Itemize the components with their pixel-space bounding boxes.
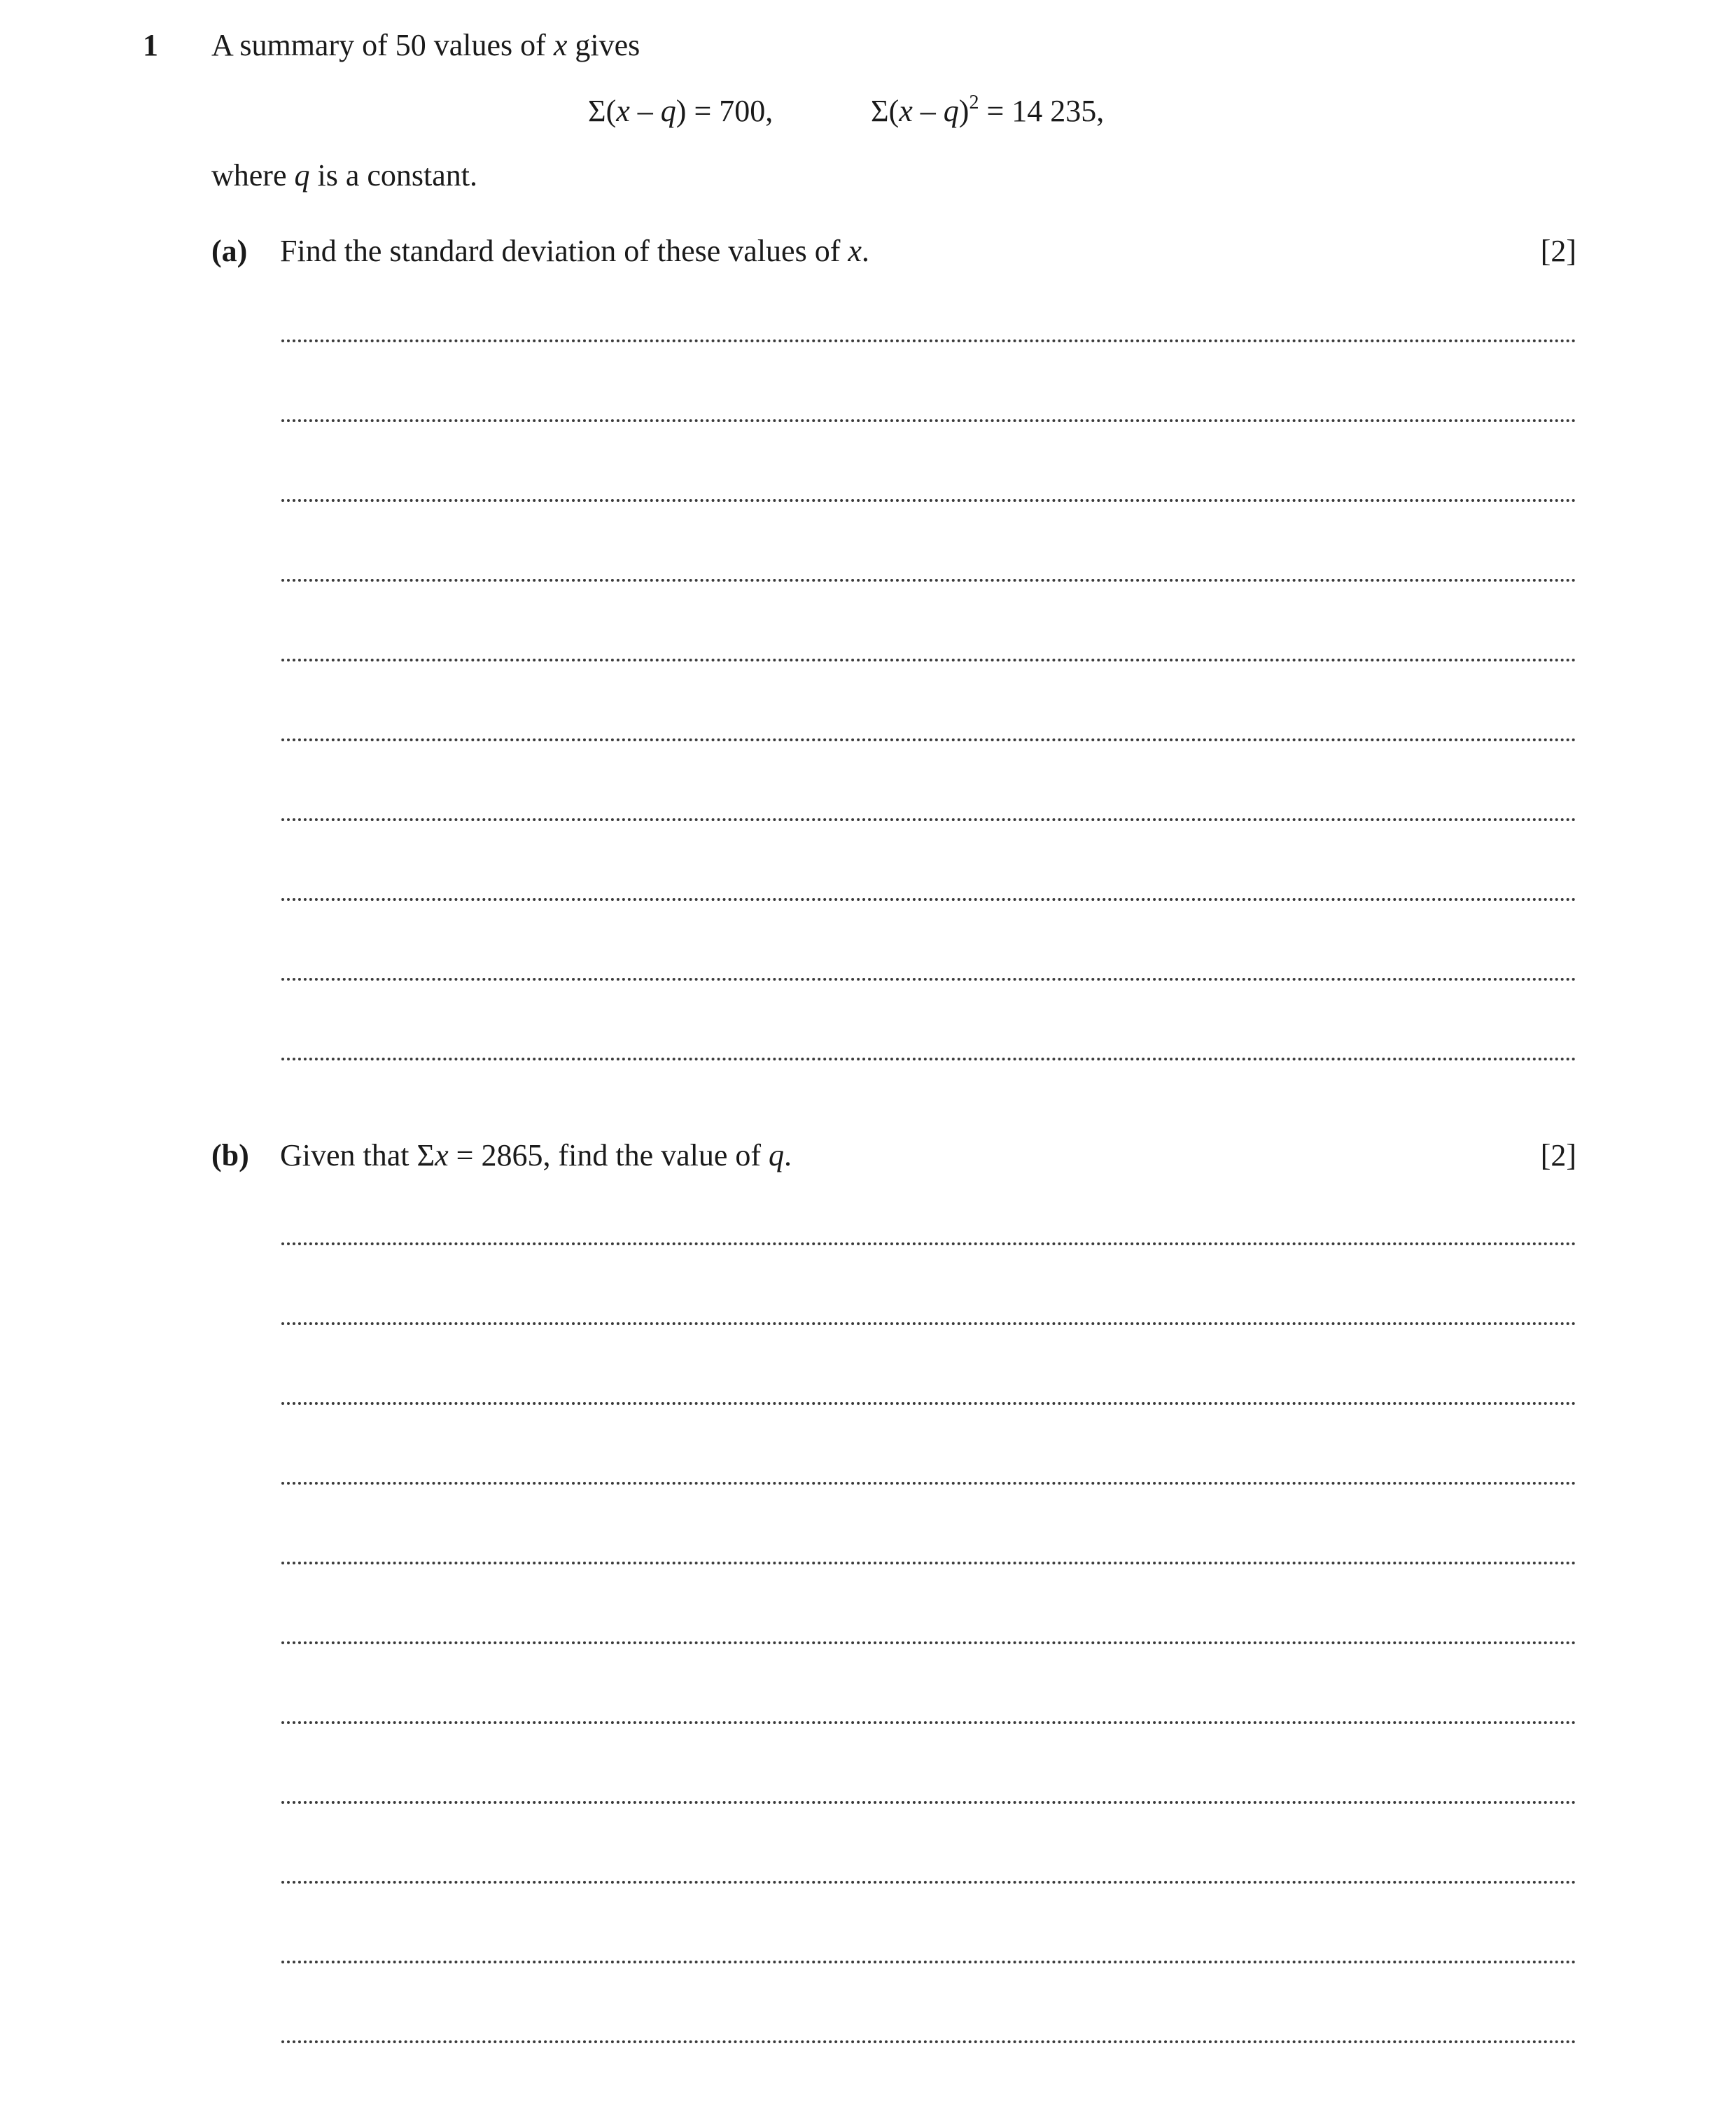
answer-line[interactable] — [281, 818, 1576, 821]
part-b-text — [280, 1135, 792, 1176]
eq2-minus: – — [912, 94, 944, 128]
answer-line[interactable] — [281, 978, 1576, 981]
part-b-variable-x: x — [435, 1138, 449, 1172]
answer-line[interactable] — [281, 1482, 1576, 1485]
sum-squares-equation — [871, 91, 1104, 132]
answer-line[interactable] — [281, 1641, 1576, 1644]
eq2-close: ) — [958, 94, 969, 128]
part-b-prefix: Given that Σ — [280, 1138, 435, 1172]
eq2-x: x — [899, 94, 913, 128]
eq2-q: q — [943, 94, 959, 128]
answer-line[interactable] — [281, 898, 1576, 901]
sum-equation — [588, 91, 773, 132]
eq1-sigma: Σ( — [588, 94, 617, 128]
eq2-power: 2 — [969, 92, 979, 113]
answer-line[interactable] — [281, 419, 1576, 422]
eq1-rest: ) = 700, — [676, 94, 774, 128]
eq2-sigma: Σ( — [871, 94, 899, 128]
answer-line[interactable] — [281, 1961, 1576, 1963]
answer-line[interactable] — [281, 499, 1576, 502]
constant-note — [211, 155, 477, 196]
part-a-suffix: . — [861, 234, 869, 268]
answer-line[interactable] — [281, 1242, 1576, 1245]
answer-line[interactable] — [281, 1721, 1576, 1724]
where-prefix: where — [211, 158, 295, 192]
part-b-suffix: . — [784, 1138, 792, 1172]
answer-line[interactable] — [281, 1402, 1576, 1405]
where-variable: q — [294, 158, 310, 192]
part-b-variable-q: q — [769, 1138, 785, 1172]
part-a-text — [280, 231, 869, 272]
answer-line[interactable] — [281, 1801, 1576, 1804]
intro-prefix: A summary of 50 values of — [211, 28, 554, 62]
eq1-x: x — [616, 94, 630, 128]
where-suffix: is a constant. — [309, 158, 478, 192]
part-a-variable: x — [848, 234, 862, 268]
part-a-prefix: Find the standard deviation of these values of — [280, 234, 848, 268]
question-intro — [211, 25, 640, 66]
eq2-rest: = 14 235, — [979, 94, 1105, 128]
answer-line[interactable] — [281, 1058, 1576, 1060]
answer-line[interactable] — [281, 738, 1576, 741]
part-b-marks: [2] — [1540, 1138, 1576, 1172]
answer-line[interactable] — [281, 2040, 1576, 2043]
answer-line[interactable] — [281, 1881, 1576, 1884]
answer-line[interactable] — [281, 659, 1576, 661]
answer-line[interactable] — [281, 1562, 1576, 1564]
intro-suffix: gives — [567, 28, 640, 62]
part-b-label: (b) — [211, 1138, 249, 1172]
answer-line[interactable] — [281, 579, 1576, 582]
eq1-q: q — [660, 94, 676, 128]
question-number: 1 — [143, 28, 158, 62]
answer-line[interactable] — [281, 1322, 1576, 1325]
answer-line[interactable] — [281, 339, 1576, 342]
part-a-label: (a) — [211, 234, 248, 268]
part-a-marks: [2] — [1540, 234, 1576, 268]
intro-variable: x — [553, 28, 568, 62]
eq1-minus: – — [629, 94, 661, 128]
part-b-middle: = 2865, find the value of — [448, 1138, 769, 1172]
